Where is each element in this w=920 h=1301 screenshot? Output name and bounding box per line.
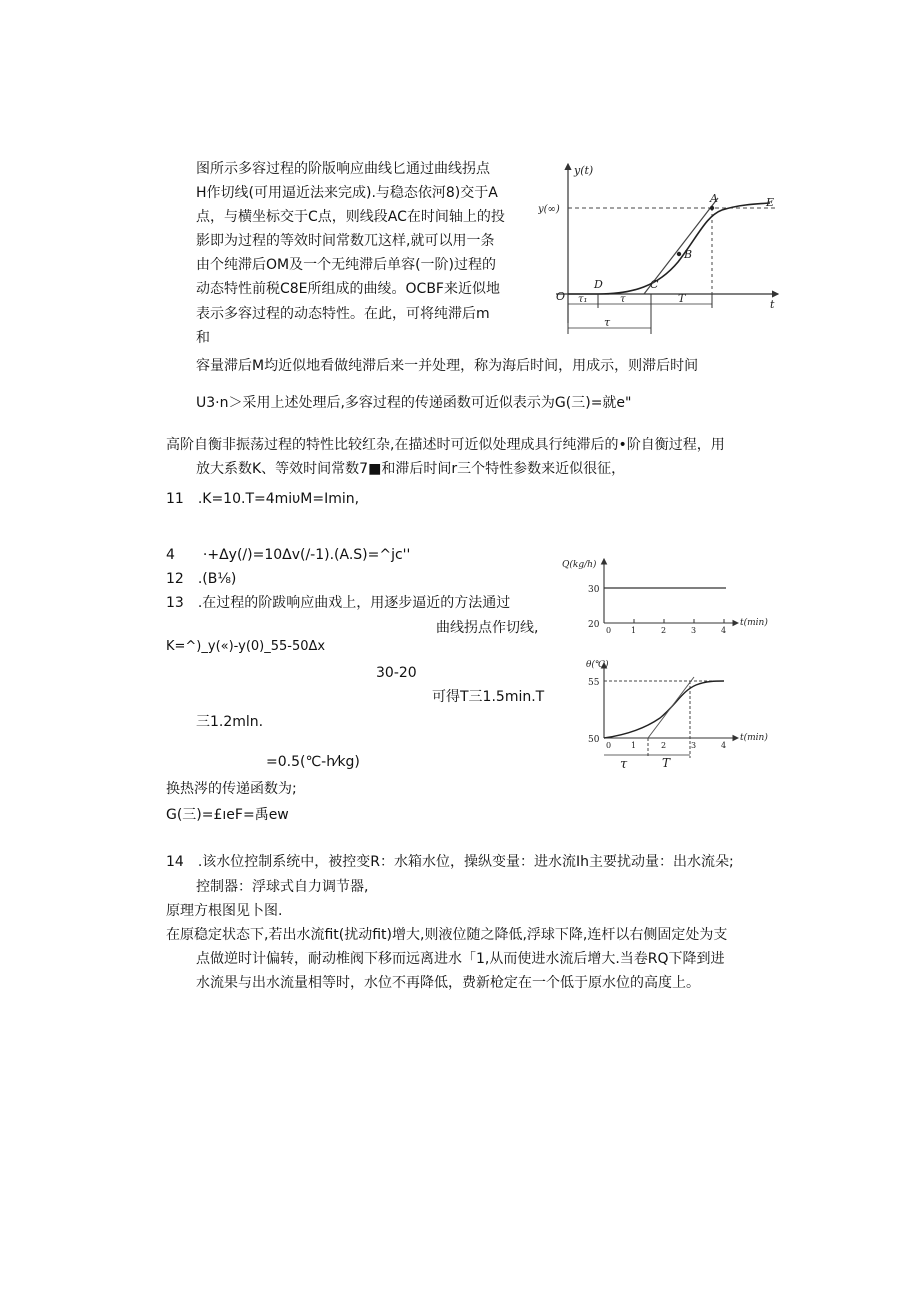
bottom-x-tick-3: 3 xyxy=(691,741,697,750)
answer-13-cont: 曲线拐点作切线, xyxy=(436,620,539,636)
bottom-t-label: T xyxy=(662,756,671,770)
tau1-label: τ₁ xyxy=(578,294,588,305)
bottom-x-axis-label: t(min) xyxy=(740,733,768,743)
bottom-y-tick-50: 50 xyxy=(588,735,600,745)
k-denominator: 30-20 xyxy=(376,665,417,681)
step-response-figure xyxy=(538,158,788,338)
answer-4: 4 ·+Δy(/)=10Δv(/-1).(A.S)=^jc'' xyxy=(166,547,411,563)
temperature-curve xyxy=(604,681,724,738)
top-x-tick-0: 0 xyxy=(606,626,612,635)
point-b-label: B xyxy=(684,248,693,261)
point-a-label: A xyxy=(710,192,718,205)
summary-line-1: 高阶自衡非振荡过程的特性比较红杂,在描述时可近似处理成具行纯滞后的•阶自衡过程，用 xyxy=(166,437,725,453)
tau2-label: τ xyxy=(620,294,626,305)
intro-line-2: H作切线(可用逼近法来完成).与稳态依河8)交于A xyxy=(196,185,498,201)
bottom-y-tick-55: 55 xyxy=(588,678,600,688)
k-formula: K=^)_y(«)-y(0)_55-50Δx xyxy=(166,639,326,654)
point-b xyxy=(677,252,681,256)
q14-line-5: 点做逆时计偏转，耐动椎阀下移而远离进水「1,从而使进水流后增大.当卷RQ下降到进 xyxy=(196,951,725,967)
top-x-tick-1: 1 xyxy=(631,626,637,635)
gain-value: =0.5(℃-h⁄kg) xyxy=(266,754,360,770)
transfer-function-label: 换热涔的传递函数为; xyxy=(166,781,297,797)
intro-line-3: 点，与横坐标交于C点，则线段AC在时间轴上的投 xyxy=(196,209,505,225)
bottom-x-tick-1: 1 xyxy=(631,741,637,750)
intro-line-6: 动态特性前税C8E所组成的曲绫。OCBF来近似地 xyxy=(196,281,500,297)
top-x-tick-3: 3 xyxy=(691,626,697,635)
q14-line-1: 14 .该水位控制系统中，被控变R：水箱水位，操纵变量：进水流Ih主要扰动量：出水流朵; xyxy=(166,854,734,870)
top-x-tick-2: 2 xyxy=(661,626,667,635)
answer-11: 11 .K=10.T=4miυM=Imin, xyxy=(166,491,360,507)
y-inf-label: y(∞) xyxy=(538,204,560,215)
top-y-tick-20: 20 xyxy=(588,620,600,630)
bottom-x-tick-2: 2 xyxy=(661,741,667,750)
intro-line-5: 由个纯滞后OM及一个无纯滞后单容(一阶)过程的 xyxy=(196,257,497,273)
bottom-x-tick-4: 4 xyxy=(721,741,727,750)
point-d-label: D xyxy=(594,278,603,291)
bottom-tangent xyxy=(648,677,694,738)
q14-line-3: 原理方根图见卜图. xyxy=(166,903,283,919)
t-label: T xyxy=(678,292,686,305)
q14-line-4: 在原稳定状态下,若出水流fit(扰动fit)增大,则液位随之降低,浮球下降,连杆以右侧固定处为支 xyxy=(166,927,728,943)
tau-total-label: τ xyxy=(604,316,611,329)
y-axis-label: y(t) xyxy=(574,164,594,177)
intro-line-4: 影即为过程的等效时间常数兀这样,就可以用一条 xyxy=(196,233,495,249)
q14-line-6: 水流果与出水流量相等时，水位不再降低，费新枪定在一个低于原水位的高度上。 xyxy=(196,975,700,991)
summary-line-2: 放大系数K、等效时间常数7■和滞后时间r三个特性参数来近似很征， xyxy=(196,461,626,477)
answer-12: 12 .(B⅛) xyxy=(166,571,237,587)
intro-line-7: 表示多容过程的动态特性。在此，可将纯滞后m xyxy=(196,306,490,322)
intro-line-8: 和 xyxy=(196,330,210,346)
top-y-tick-30: 30 xyxy=(588,585,600,595)
t-result: 可得T三1.5min.T xyxy=(432,689,545,705)
bottom-y-axis-label: θ(℃) xyxy=(586,660,609,670)
transfer-function-value: G(三)=£ıeF=禹ew xyxy=(166,807,289,823)
intro-line-9: 容量滞后M均近似地看做纯滞后来一并处理，称为海后时间，用成示，则滞后时间 xyxy=(196,358,699,374)
top-x-axis-label: t(min) xyxy=(740,618,768,628)
point-e-label: E xyxy=(766,196,775,209)
point-a xyxy=(710,206,714,210)
answer-13: 13 .在过程的阶跋响应曲戏上，用逐步逼近的方法通过 xyxy=(166,595,511,611)
bottom-tau-label: τ xyxy=(620,757,628,772)
intro-line-1: 图所示多容过程的阶版响应曲线匕通过曲线拐点 xyxy=(196,161,490,177)
top-x-tick-4: 4 xyxy=(721,626,727,635)
heat-exchanger-figure xyxy=(556,553,776,773)
q14-line-2: 控制器：浮球式自力调节器, xyxy=(196,879,369,895)
origin-label: O xyxy=(556,290,566,303)
tau-result: 三1.2mln. xyxy=(196,714,264,730)
x-axis-label: t xyxy=(770,298,775,311)
top-y-axis-label: Q(kg/h) xyxy=(562,560,597,570)
intro-line-10: U3·n＞采用上述处理后,多容过程的传递函数可近似表示为G(三)=就e" xyxy=(196,395,632,411)
bottom-x-tick-0: 0 xyxy=(606,741,612,750)
point-c-label: C xyxy=(650,278,659,291)
